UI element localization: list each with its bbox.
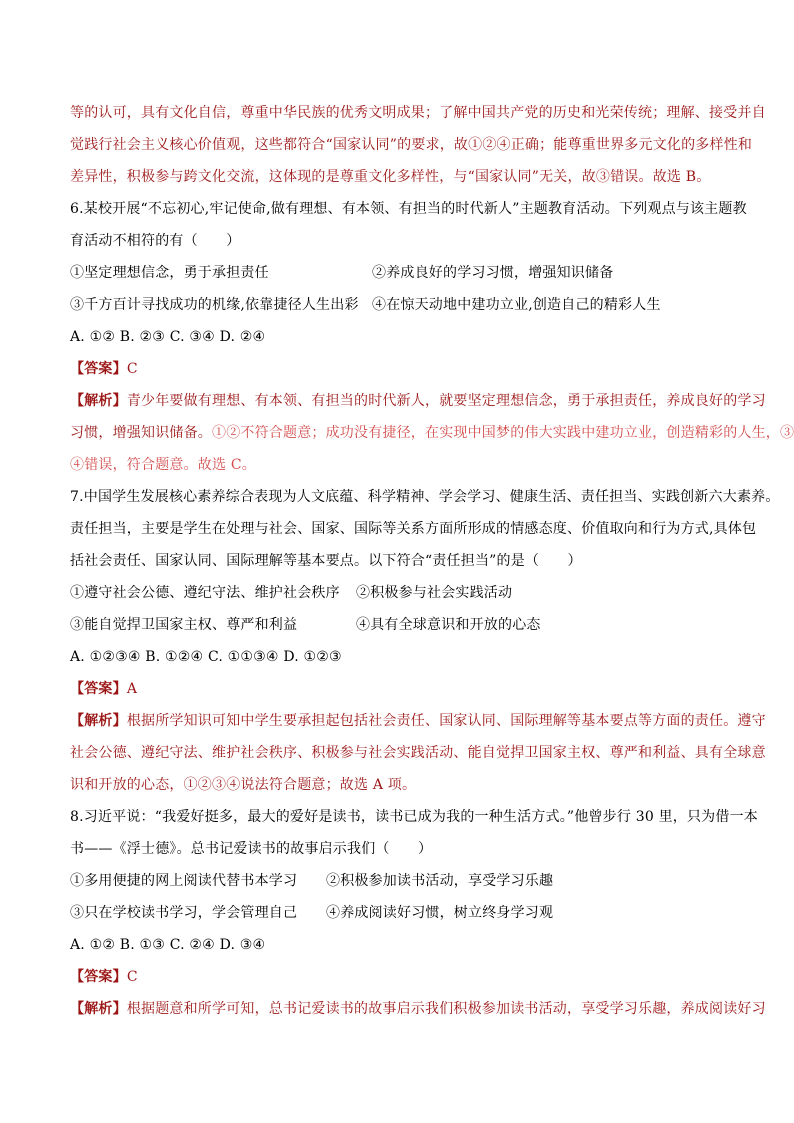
q7-answer [70,680,137,698]
q8-stem-line-2: 书——《浮士德》。总书记爱读书的故事启示我们（ ） [70,841,433,857]
q8-analysis-text-1: 根据题意和所学可知，总书记爱读书的故事启示我们积极参加读书活动，享受学习乐趣，养成阅读好习 [126,1001,766,1017]
q6-answer [70,360,138,378]
q8-answer [70,968,138,986]
q6-analysis-text-2a: 习惯，增强知识储备。 [70,425,212,441]
q6-option-2: ②养成良好的学习习惯，增强知识储备 [372,265,614,281]
q7-option-2: ②积极参与社会实践活动 [356,585,513,601]
q7-analysis-text-1: 根据所学知识可知中学生要承担起包括社会责任、国家认同、国际理解等基本要点等方面的责任。遵守 [126,713,766,729]
q7-option-3: ③能自觉捍卫国家主权、尊严和利益 [70,617,298,633]
q8-option-1: ①多用便捷的网上阅读代替书本学习 [70,873,298,889]
q6-choices: A. ①② B. ②③ C. ③④ D. ②④ [70,329,266,345]
q7-analysis-line-3: 识和开放的心态，①②③④说法符合题意；故选 A 项。 [70,777,417,793]
q6-stem-line-2: 育活动不相符的有（ ） [70,233,241,249]
q7-answer-value: A [126,681,138,697]
q8-analysis-line-1 [70,1000,780,1018]
prev-analysis-line-2: 觉践行社会主义核心价值观，这些都符合“国家认同”的要求，故①②④正确；能尊重世界多元文化的多样性和 [70,137,753,153]
q6-option-4: ④在惊天动地中建功立业,创造自己的精彩人生 [372,297,661,313]
q6-analysis-text-2b: ①②不符合题意；成功没有捷径，在实现中国梦的伟大实践中建功立业，创造精彩的人生，③ [212,425,794,441]
q6-analysis-text-3: ④错误，符合题意。故选 C。 [70,457,256,473]
prev-analysis-line-1: 等的认可，具有文化自信，尊重中华民族的优秀文明成果；了解中国共产党的历史和光荣传统；理解、接受并自 [70,105,766,121]
q8-answer-label: 【答案】 [70,969,127,985]
q8-answer-value: C [126,969,138,985]
q7-answer-label: 【答案】 [70,681,127,697]
q7-choices: A. ①②③④ B. ①②④ C. ①①③④ D. ①②③ [70,649,342,665]
q8-option-4: ④养成阅读好习惯，树立终身学习观 [326,905,554,921]
q6-analysis-line-3 [70,456,780,474]
q6-analysis-text-1: 青少年要做有理想、有本领、有担当的时代新人，就要坚定理想信念，勇于承担责任，养成良好的学习 [126,393,766,409]
q7-analysis-line-1 [70,712,780,730]
q8-option-3: ③只在学校读书学习，学会管理自己 [70,905,298,921]
q7-stem-line-1: 7.中国学生发展核心素养综合表现为人文底蕴、科学精神、学会学习、健康生活、责任担当、实践创新六大素养。 [70,489,780,505]
prev-analysis-line-3: 差异性，积极参与跨文化交流，这体现的是尊重文化多样性，与“国家认同”无关，故③错误。故选 B。 [70,169,711,185]
q6-analysis-label: 【解析】 [70,393,127,409]
q6-stem-line-1: 6.某校开展“不忘初心,牢记使命,做有理想、有本领、有担当的时代新人”主题教育活动。下列观点与该主题教 [70,201,747,217]
q8-stem-line-1: 8.习近平说：“我爱好挺多，最大的爱好是读书，读书已成为我的一种生活方式。”他曾步行 30 里，只为借一本 [70,809,758,825]
q8-choices: A. ①② B. ①③ C. ②④ D. ③④ [70,937,266,953]
q7-stem-line-2: 责任担当，主要是学生在处理与社会、国家、国际等关系方面所形成的情感态度、价值取向和行为方式,具体包 [70,521,757,537]
q6-answer-label: 【答案】 [70,361,127,377]
q6-analysis-line-1 [70,392,780,410]
q6-option-1: ①坚定理想信念，勇于承担责任 [70,265,269,281]
q7-option-4: ④具有全球意识和开放的心态 [356,617,541,633]
q8-option-2: ②积极参加读书活动，享受学习乐趣 [326,873,554,889]
q7-analysis-label: 【解析】 [70,713,127,729]
q6-answer-value: C [126,361,138,377]
q6-analysis-line-2 [70,424,794,442]
q8-analysis-label: 【解析】 [70,1001,127,1017]
q7-analysis-line-2: 社会公德、遵纪守法、维护社会秩序、积极参与社会实践活动、能自觉捍卫国家主权、尊严和利益、具有全球意 [70,745,766,761]
q7-stem-line-3: 括社会责任、国家认同、国际理解等基本要点。以下符合“责任担当”的是（ ） [70,553,582,569]
q6-option-3: ③千方百计寻找成功的机缘,依靠捷径人生出彩 [70,297,359,313]
q7-option-1: ①遵守社会公德、遵纪守法、维护社会秩序 [70,585,340,601]
